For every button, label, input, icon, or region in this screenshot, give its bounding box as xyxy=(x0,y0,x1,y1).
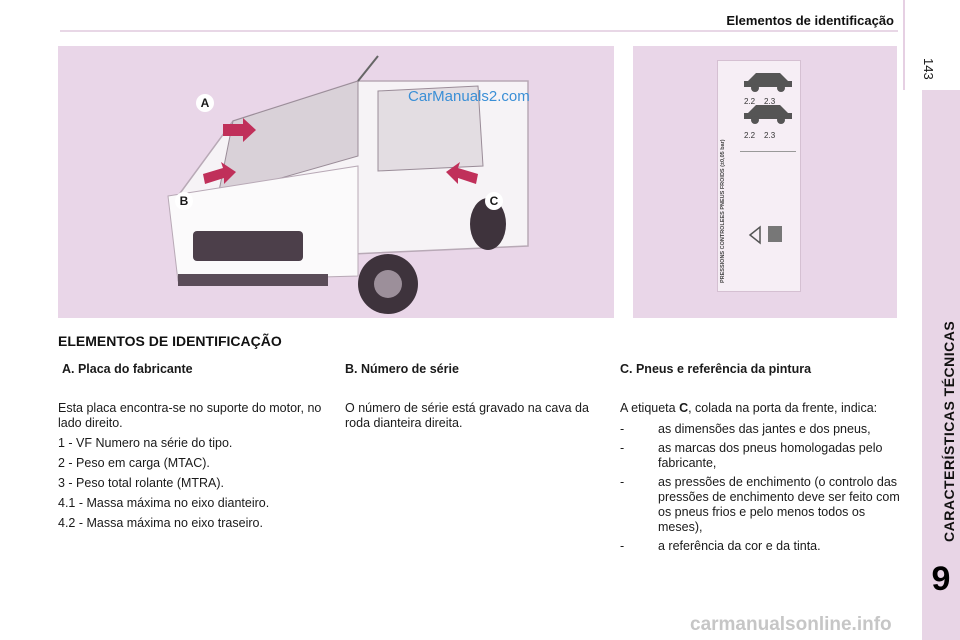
chapter-title: CARACTERÍSTICAS TÉCNICAS xyxy=(941,320,957,542)
list-item xyxy=(620,422,910,437)
label-value: 2.3 xyxy=(764,97,776,106)
label-value: 2.2 xyxy=(744,97,756,106)
label-divider xyxy=(740,151,796,152)
page-number: 143 xyxy=(921,58,936,80)
list-item: 3 - Peso total rolante (MTRA). xyxy=(58,476,225,490)
list-item xyxy=(620,475,910,535)
column-manufacturer-plate xyxy=(58,362,328,536)
header-rule xyxy=(60,30,898,32)
label-row-1 xyxy=(744,97,775,106)
section-title: ELEMENTOS DE IDENTIFICAÇÃO xyxy=(58,333,282,349)
tyre-pressure-label xyxy=(717,60,801,292)
dash-list xyxy=(620,422,910,554)
list-item xyxy=(620,539,910,554)
header-title: Elementos de identificação xyxy=(726,13,894,28)
column-tyres-paint xyxy=(620,362,910,558)
list-item: 2 - Peso em carga (MTAC). xyxy=(58,456,210,470)
callout-b: B xyxy=(175,192,193,210)
tyre-label-photo xyxy=(633,46,897,318)
footer-watermark: carmanualsonline.info xyxy=(690,614,892,635)
paragraph: Esta placa encontra-se no suporte do motor, no lado direito. xyxy=(58,401,322,430)
list-text: as pressões de enchimento (o controlo das pressões de enchimento deve ser feito com os pneus frios e pelo menos todos os meses), xyxy=(658,475,900,534)
dash: - xyxy=(620,475,625,489)
list-text: as marcas dos pneus homologadas pelo fabricante, xyxy=(658,441,883,470)
label-value: 2.2 xyxy=(744,131,756,140)
chapter-number: 9 xyxy=(931,560,951,598)
column-serial-number xyxy=(345,362,605,436)
list-item xyxy=(620,441,910,471)
list-text: a referência da cor e da tinta. xyxy=(658,539,821,553)
callout-c: C xyxy=(485,192,503,210)
heading-manufacturer-plate: A. Placa do fabricante xyxy=(62,362,193,376)
label-reference: C xyxy=(679,401,689,415)
list-item: 1 - VF Numero na série do tipo. xyxy=(58,436,233,450)
dash: - xyxy=(620,422,625,436)
van-illustration xyxy=(58,46,614,318)
page-number-wrap xyxy=(921,58,958,80)
label-vertical-text: PRESSIONS CONTROLEES PNEUS FROIDS (±0,05 bar) xyxy=(720,139,726,283)
callout-a: A xyxy=(196,94,214,112)
label-value: 2.3 xyxy=(764,131,776,140)
dash: - xyxy=(620,539,625,553)
vehicle-photo xyxy=(58,46,614,318)
heading-tyres-paint: C. Pneus e referência da pintura xyxy=(620,362,812,376)
paragraph xyxy=(620,401,910,416)
dash: - xyxy=(620,441,625,455)
list-item: 4.2 - Massa máxima no eixo traseiro. xyxy=(58,516,263,530)
text: , colada na porta da frente, indica: xyxy=(688,401,878,415)
paragraph: O número de série está gravado na cava da roda dianteira direita. xyxy=(345,401,589,430)
heading-serial-number: B. Número de série xyxy=(345,362,459,376)
header-separator xyxy=(903,0,905,90)
label-row-2 xyxy=(744,131,775,140)
watermark-link: CarManuals2.com xyxy=(408,88,530,105)
list-text: as dimensões das jantes e dos pneus, xyxy=(658,422,871,436)
text: A etiqueta xyxy=(620,401,680,415)
list-item: 4.1 - Massa máxima no eixo dianteiro. xyxy=(58,496,270,510)
paint-code-icon xyxy=(748,223,788,245)
